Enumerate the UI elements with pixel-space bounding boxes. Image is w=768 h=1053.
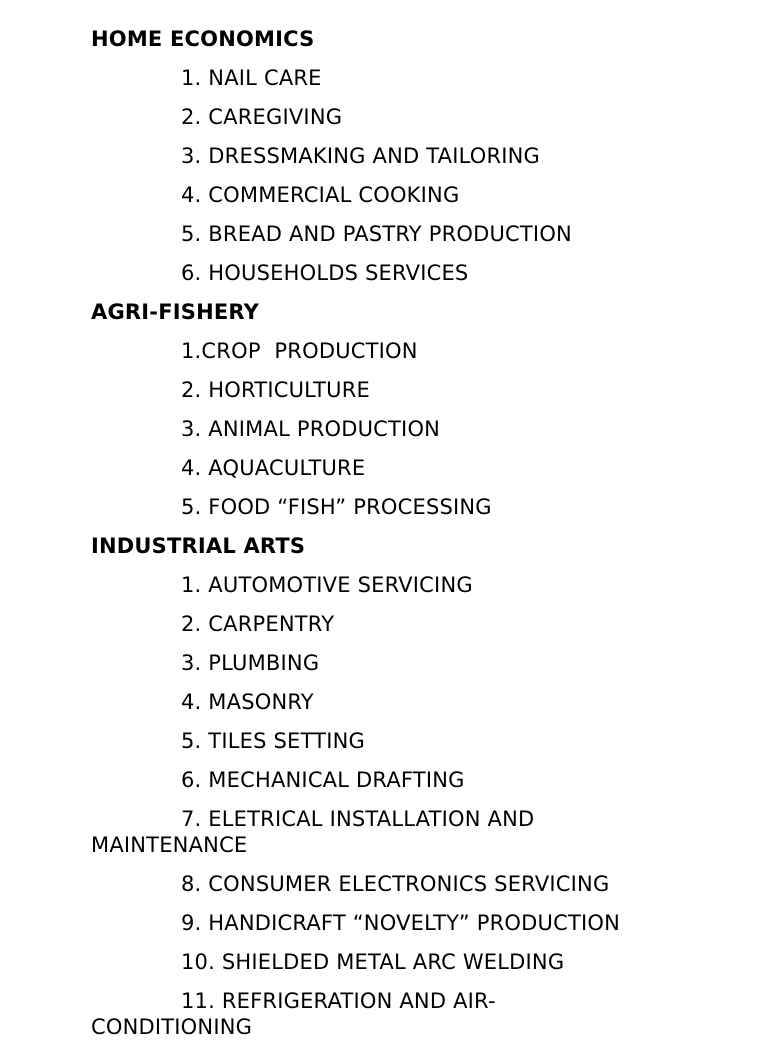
list-item: 9. HANDICRAFT “NOVELTY” PRODUCTION (181, 911, 621, 935)
list-item: 3. DRESSMAKING AND TAILORING (181, 144, 541, 168)
list-item: 1.CROP PRODUCTION (181, 339, 418, 363)
list-item: 11. REFRIGERATION AND AIR-CONDITIONING (91, 989, 496, 1039)
list-item: 3. PLUMBING (181, 651, 320, 675)
list-item: 7. ELETRICAL INSTALLATION AND MAINTENANCE (91, 807, 542, 857)
list-item: 4. AQUACULTURE (181, 456, 366, 480)
list-item: 4. MASONRY (181, 690, 314, 714)
list-item: 1. NAIL CARE (181, 66, 322, 90)
list-item: 2. HORTICULTURE (181, 378, 371, 402)
list-item: 8. CONSUMER ELECTRONICS SERVICING (181, 872, 610, 896)
list-item: 1. AUTOMOTIVE SERVICING (181, 573, 473, 597)
list-item: 6. HOUSEHOLDS SERVICES (181, 261, 469, 285)
section-heading-industrial-arts: INDUSTRIAL ARTS (91, 534, 306, 558)
list-item: 3. ANIMAL PRODUCTION (181, 417, 441, 441)
list-item: 10. SHIELDED METAL ARC WELDING (181, 950, 565, 974)
list-item: 6. MECHANICAL DRAFTING (181, 768, 465, 792)
list-item: 5. FOOD “FISH” PROCESSING (181, 495, 492, 519)
list-item: 4. COMMERCIAL COOKING (181, 183, 460, 207)
list-item: 5. TILES SETTING (181, 729, 365, 753)
section-heading-home-economics: HOME ECONOMICS (91, 27, 315, 51)
list-item: 2. CARPENTRY (181, 612, 335, 636)
section-heading-agri-fishery: AGRI-FISHERY (91, 300, 260, 324)
list-item: 5. BREAD AND PASTRY PRODUCTION (181, 222, 572, 246)
document-page (91, 26, 731, 1053)
list-item: 2. CAREGIVING (181, 105, 343, 129)
